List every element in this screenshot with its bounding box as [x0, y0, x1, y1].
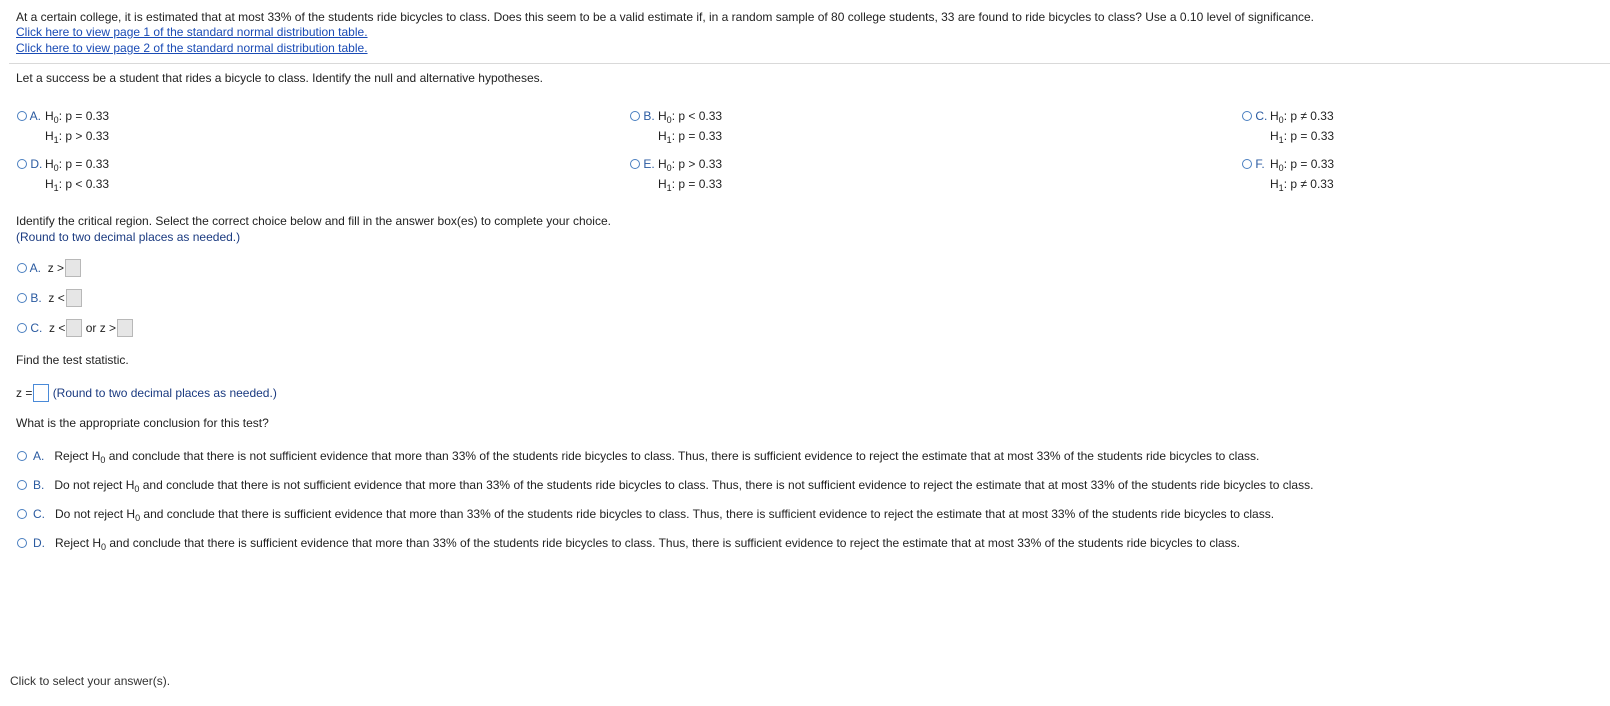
hypotheses-prompt: Let a success be a student that rides a bicycle to class. Identify the null and alternative hypotheses.	[16, 71, 543, 85]
answer-box-lower[interactable]	[66, 319, 82, 337]
conclusion-option-a[interactable]: A. Reject $H_0$ and conclude that there is not sufficient evidence that more than 33% of the students ride bicycles to class. Thus, there is sufficient evidence to reject the estimate that at most 33% of the students ride bicycles to class.	[17, 449, 1259, 463]
test-statistic-row: z = (Round to two decimal places as needed.)	[16, 386, 277, 400]
conclusion-prompt: What is the appropriate conclusion for this test?	[16, 416, 269, 430]
radio-icon[interactable]	[17, 538, 27, 548]
radio-icon[interactable]	[1242, 159, 1252, 169]
alternative-hypothesis: $H_1$: p ≠ 0.33	[1270, 177, 1334, 193]
radio-icon[interactable]	[17, 159, 27, 169]
conclusion-option-b[interactable]: B. Do not reject $H_0$ and conclude that there is not sufficient evidence that more than 33% of the students ride bicycles to class. Thus, there is not sufficient evidence to reject the estimate that at most 33% of the students ride bicycles to class.	[17, 478, 1313, 492]
null-hypothesis: $H_0$: p = 0.33	[45, 157, 110, 173]
radio-icon[interactable]	[630, 159, 640, 169]
footer-instruction: Click to select your answer(s).	[10, 674, 171, 688]
conclusion-option-d[interactable]: D. Reject $H_0$ and conclude that there is sufficient evidence that more than 33% of the students ride bicycles to class. Thus, there is sufficient evidence to reject the estimate that at most 33% of the students ride bicycles to class.	[17, 536, 1240, 550]
conclusion-option-c[interactable]: C. Do not reject $H_0$ and conclude that there is sufficient evidence that more than 33% of the students ride bicycles to class. Thus, there is sufficient evidence to reject the estimate that at most 33% of the students ride bicycles to class.	[17, 507, 1274, 521]
alternative-hypothesis: $H_1$: p = 0.33	[1270, 129, 1335, 145]
null-hypothesis: $H_0$: p ≠ 0.33	[1270, 109, 1334, 125]
alternative-hypothesis: $H_1$: p < 0.33	[45, 177, 110, 193]
rounding-hint: (Round to two decimal places as needed.)	[16, 230, 241, 244]
null-hypothesis: $H_0$: p = 0.33	[45, 109, 110, 125]
test-statistic-input[interactable]	[33, 384, 49, 402]
answer-box-upper[interactable]	[117, 319, 133, 337]
radio-icon[interactable]	[17, 293, 27, 303]
radio-icon[interactable]	[17, 263, 27, 273]
null-hypothesis: $H_0$: p = 0.33	[1270, 157, 1335, 173]
answer-box[interactable]	[66, 289, 82, 307]
alternative-hypothesis: $H_1$: p = 0.33	[658, 177, 723, 193]
normal-table-page2-link[interactable]: Click here to view page 2 of the standard normal distribution table.	[16, 41, 368, 55]
alternative-hypothesis: $H_1$: p > 0.33	[45, 129, 110, 145]
radio-icon[interactable]	[17, 451, 27, 461]
critical-region-option-c[interactable]: C. z < or z >	[17, 319, 133, 337]
radio-icon[interactable]	[17, 480, 27, 490]
alternative-hypothesis: $H_1$: p = 0.33	[658, 129, 723, 145]
radio-icon[interactable]	[17, 323, 27, 333]
critical-region-option-b[interactable]: B. z <	[17, 289, 82, 307]
divider	[9, 63, 1610, 64]
null-hypothesis: $H_0$: p < 0.33	[658, 109, 723, 125]
critical-region-prompt: Identify the critical region. Select the correct choice below and fill in the answer box(es) to complete your choice.	[16, 214, 611, 228]
answer-box[interactable]	[65, 259, 81, 277]
radio-icon[interactable]	[1242, 111, 1252, 121]
radio-icon[interactable]	[17, 509, 27, 519]
radio-icon[interactable]	[17, 111, 27, 121]
question-text: At a certain college, it is estimated that at most 33% of the students ride bicycles to class. Does this seem to be a valid estimate if, in a random sample of 80 college students, 33 are found to ride bicycles to class? Use a 0.10 level of significance.	[16, 10, 1315, 24]
null-hypothesis: $H_0$: p > 0.33	[658, 157, 723, 173]
normal-table-page1-link[interactable]: Click here to view page 1 of the standard normal distribution table.	[16, 25, 368, 39]
test-statistic-prompt: Find the test statistic.	[16, 353, 129, 367]
critical-region-option-a[interactable]: A. z >	[17, 259, 81, 277]
radio-icon[interactable]	[630, 111, 640, 121]
